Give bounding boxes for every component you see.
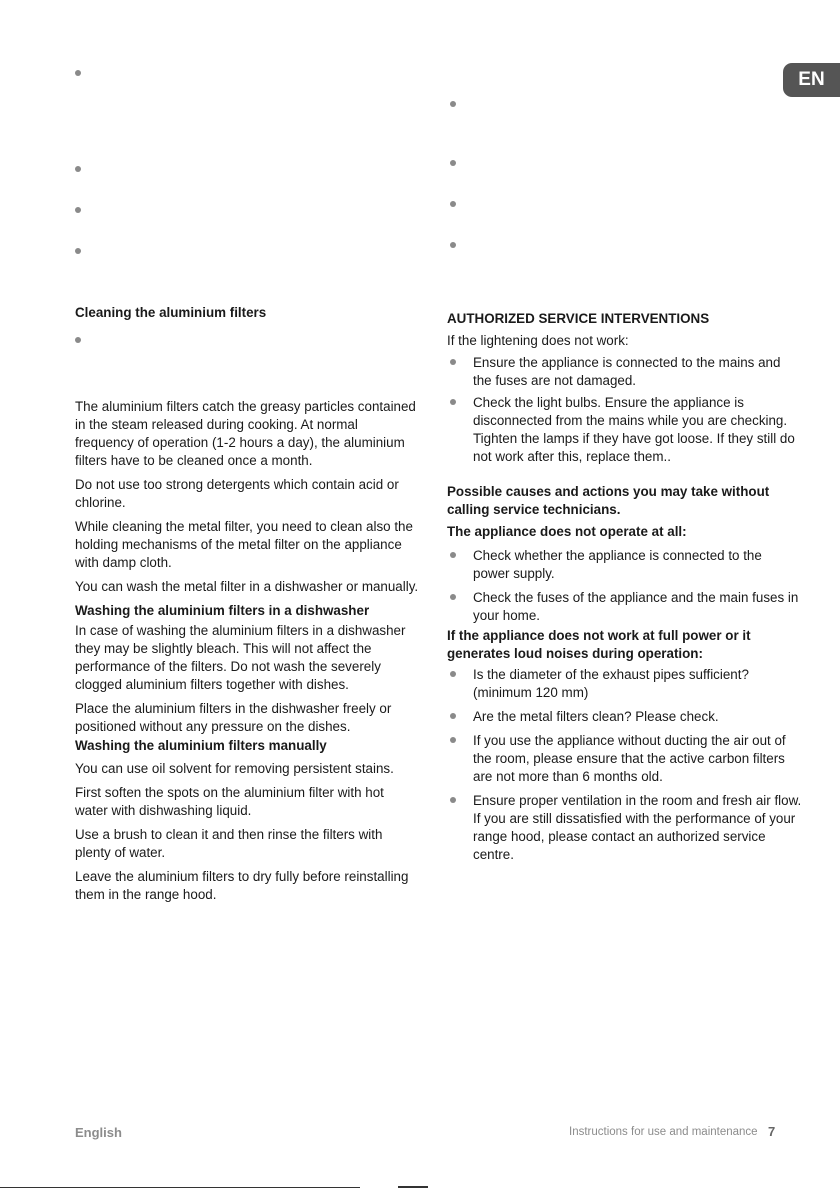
right-body: [447, 310, 802, 864]
list-item: [447, 547, 802, 583]
list-item-text: Is the diameter of the exhaust pipes sufficient? (minimum 120 mm): [473, 667, 749, 700]
paragraph: The aluminium filters catch the greasy particles contained in the steam released during cooking. At normal frequency of operation (1-2 hours a day), the aluminium filters have to be cleaned once a month.: [75, 399, 416, 468]
empty-bullet-marker: [75, 70, 81, 76]
lighting-intro: If the lightening does not work:: [447, 333, 629, 348]
empty-bullet-marker: [75, 166, 81, 172]
list-item: [447, 666, 802, 702]
language-tab: EN: [783, 63, 840, 97]
empty-bullet-marker: [75, 248, 81, 254]
list-item-text: Check the fuses of the appliance and the main fuses in your home.: [473, 590, 799, 623]
empty-bullet-marker: [450, 160, 456, 166]
bullet-marker: [450, 737, 456, 743]
bullet-marker: [450, 359, 456, 365]
list-item: [447, 792, 802, 864]
list-item: [447, 708, 802, 726]
paragraph: You can use oil solvent for removing persistent stains.: [75, 761, 394, 776]
list-item-text: Check whether the appliance is connected to the power supply.: [473, 548, 762, 581]
bullet-marker: [450, 399, 456, 405]
footer-doc-title: Instructions for use and maintenance: [569, 1126, 758, 1138]
list-item-text: Ensure proper ventilation in the room and fresh air flow. If you are still dissatisfied with the performance of your range hood, please contact an authorized service centre.: [473, 793, 802, 862]
bullet-marker: [450, 797, 456, 803]
not-operate-heading: The appliance does not operate at all:: [447, 524, 687, 539]
bullet-marker: [450, 552, 456, 558]
paragraph: Place the aluminium filters in the dishwasher freely or positioned without any pressure on the dishes.: [75, 701, 392, 734]
list-item: [447, 354, 802, 390]
dishwasher-heading: Washing the aluminium filters in a dishwasher: [75, 603, 370, 618]
paragraph: First soften the spots on the aluminium filter with hot water with dishwashing liquid.: [75, 785, 384, 818]
list-item-text: Check the light bulbs. Ensure the appliance is disconnected from the mains while you are checking. Tighten the lamps if they have got loose. If they still do not work after this, replace them..: [473, 395, 795, 464]
right-section-title: AUTHORIZED SERVICE INTERVENTIONS: [447, 311, 710, 326]
left-body: [75, 398, 420, 910]
footer-language: English: [75, 1125, 122, 1140]
page-number: 7: [768, 1124, 776, 1139]
list-item-text: If you use the appliance without ducting the air out of the room, please ensure that the active carbon filters are not more than 6 months old.: [473, 733, 786, 784]
list-item: [447, 589, 802, 625]
bottom-rule: [0, 1187, 360, 1188]
paragraph: Use a brush to clean it and then rinse the filters with plenty of water.: [75, 827, 383, 860]
list-item: [447, 394, 802, 466]
list-item-text: Ensure the appliance is connected to the mains and the fuses are not damaged.: [473, 355, 781, 388]
left-section-title: Cleaning the aluminium filters: [75, 305, 267, 320]
paragraph: You can wash the metal filter in a dishwasher or manually.: [75, 579, 419, 594]
empty-bullet-marker: [450, 101, 456, 107]
empty-bullet-marker: [75, 337, 81, 343]
bottom-rule-fragment: [398, 1186, 428, 1188]
paragraph: In case of washing the aluminium filters in a dishwasher they may be slightly bleach. This will not affect the performance of the filters. Do not wash the severely clogged aluminium filters together with dishes.: [75, 623, 406, 692]
empty-bullet-marker: [450, 201, 456, 207]
bullet-marker: [450, 594, 456, 600]
manual-heading: Washing the aluminium filters manually: [75, 738, 327, 753]
paragraph: Do not use too strong detergents which contain acid or chlorine.: [75, 477, 399, 510]
empty-bullet-marker: [75, 207, 81, 213]
list-item: [447, 732, 802, 786]
paragraph: While cleaning the metal filter, you need to clean also the holding mechanisms of the metal filter on the appliance with damp cloth.: [75, 519, 413, 570]
causes-heading: Possible causes and actions you may take without calling service technicians.: [447, 484, 770, 517]
empty-bullet-marker: [450, 242, 456, 248]
bullet-marker: [450, 713, 456, 719]
bullet-marker: [450, 671, 456, 677]
list-item-text: Are the metal filters clean? Please check.: [473, 709, 719, 724]
full-power-heading: If the appliance does not work at full power or it generates loud noises during operation:: [447, 628, 751, 661]
paragraph: Leave the aluminium filters to dry fully before reinstalling them in the range hood.: [75, 869, 409, 902]
